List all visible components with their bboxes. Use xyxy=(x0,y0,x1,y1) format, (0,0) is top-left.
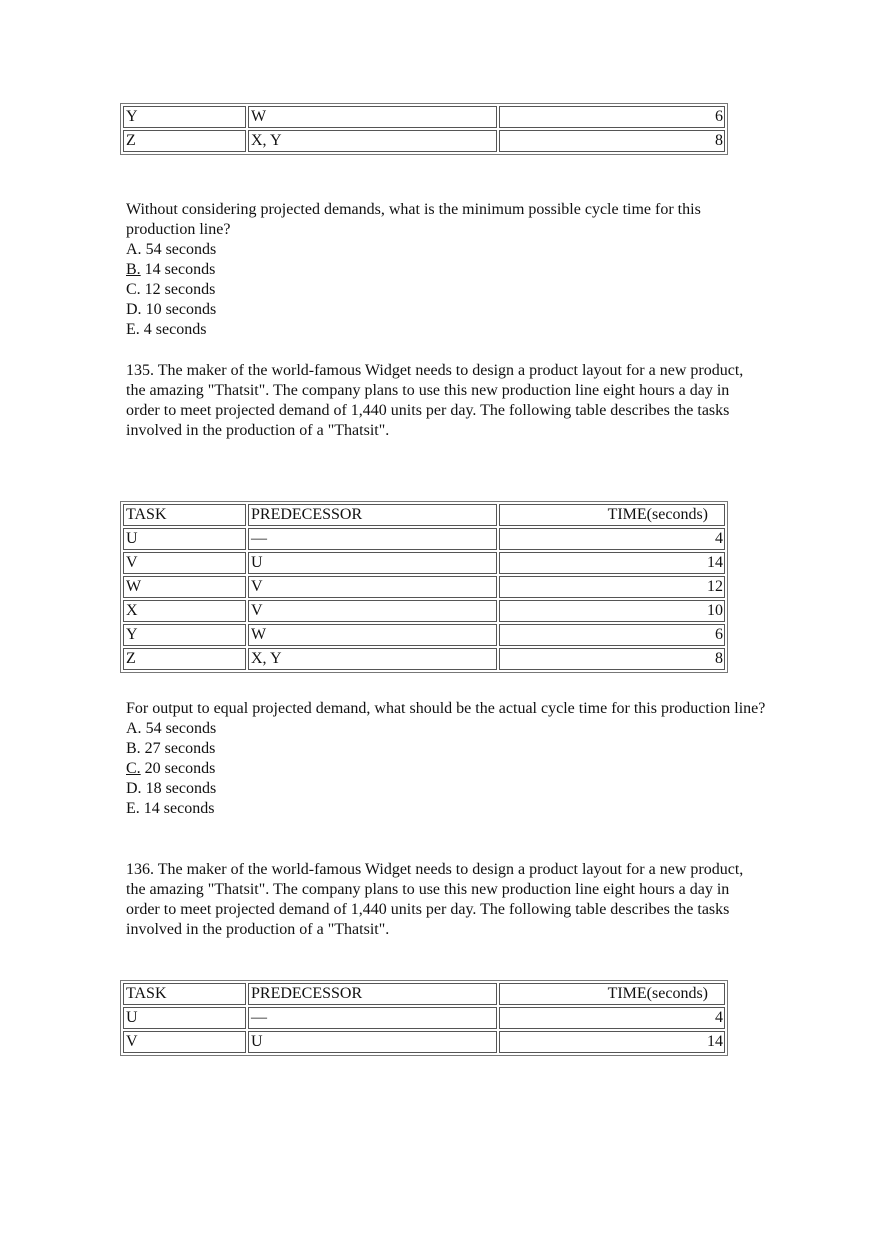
cell-task: V xyxy=(123,1031,246,1053)
option-letter: B. xyxy=(126,740,141,757)
question-text: Without considering projected demands, what is the minimum possible cycle time for this production line? xyxy=(126,201,701,238)
cell-predecessor: W xyxy=(248,106,497,128)
option-text: 14 seconds xyxy=(139,800,215,817)
cell-time: 6 xyxy=(499,624,725,646)
cell-predecessor: U xyxy=(248,552,497,574)
cell-time: 12 xyxy=(499,576,725,598)
answer-option xyxy=(126,320,766,340)
answer-option xyxy=(126,759,786,779)
header-task: TASK xyxy=(123,983,246,1005)
cell-task: Z xyxy=(123,130,246,152)
option-letter: D. xyxy=(126,301,142,318)
cell-task: W xyxy=(123,576,246,598)
intro-text: 135. The maker of the world-famous Widget needs to design a product layout for a new product, the amazing "Thatsit". The company plans to use this new production line eight hours a day in order to meet projected demand of 1,440 units per day. The following table describes the tasks involved in the production of a "Thatsit". xyxy=(126,362,744,439)
task-table-135 xyxy=(120,501,728,673)
answer-option xyxy=(126,779,786,799)
question-135 xyxy=(126,699,786,819)
cell-predecessor: W xyxy=(248,624,497,646)
answer-option xyxy=(126,739,786,759)
task-table-continued xyxy=(120,103,728,155)
task-table-136 xyxy=(120,980,728,1056)
cell-time: 4 xyxy=(499,1007,725,1029)
table-row xyxy=(123,1007,725,1029)
table-row xyxy=(123,600,725,622)
intro-text: 136. The maker of the world-famous Widget needs to design a product layout for a new product, the amazing "Thatsit". The company plans to use this new production line eight hours a day in order to meet projected demand of 1,440 units per day. The following table describes the tasks involved in the production of a "Thatsit". xyxy=(126,861,744,938)
cell-task: V xyxy=(123,552,246,574)
option-text: 20 seconds xyxy=(140,760,216,777)
answer-options xyxy=(126,240,766,340)
table-row xyxy=(123,576,725,598)
table-row xyxy=(123,106,725,128)
table-row xyxy=(123,528,725,550)
answer-option xyxy=(126,260,766,280)
cell-predecessor: — xyxy=(248,528,497,550)
option-letter: C. xyxy=(126,281,141,298)
header-predecessor: PREDECESSOR xyxy=(248,504,497,526)
option-letter: A. xyxy=(126,241,142,258)
question-136-intro xyxy=(126,860,766,940)
cell-time: 8 xyxy=(499,130,725,152)
header-time: TIME(seconds) xyxy=(499,983,725,1005)
option-text: 18 seconds xyxy=(141,780,217,797)
cell-predecessor: V xyxy=(248,576,497,598)
answer-option xyxy=(126,300,766,320)
option-letter: A. xyxy=(126,720,142,737)
cell-task: U xyxy=(123,1007,246,1029)
table-header-row xyxy=(123,504,725,526)
cell-predecessor: X, Y xyxy=(248,648,497,670)
answer-option xyxy=(126,799,786,819)
option-text: 10 seconds xyxy=(141,301,217,318)
cell-time: 4 xyxy=(499,528,725,550)
question-134 xyxy=(126,200,766,340)
option-text: 54 seconds xyxy=(141,241,217,258)
cell-predecessor: X, Y xyxy=(248,130,497,152)
cell-task: X xyxy=(123,600,246,622)
cell-time: 8 xyxy=(499,648,725,670)
table-header-row xyxy=(123,983,725,1005)
answer-option xyxy=(126,240,766,260)
cell-task: U xyxy=(123,528,246,550)
option-letter: D. xyxy=(126,780,142,797)
question-text: For output to equal projected demand, what should be the actual cycle time for this production line? xyxy=(126,700,766,717)
cell-time: 6 xyxy=(499,106,725,128)
table-row xyxy=(123,130,725,152)
cell-time: 14 xyxy=(499,552,725,574)
option-letter: E. xyxy=(126,800,140,817)
option-text: 54 seconds xyxy=(141,720,217,737)
cell-predecessor: U xyxy=(248,1031,497,1053)
header-time: TIME(seconds) xyxy=(499,504,725,526)
cell-time: 14 xyxy=(499,1031,725,1053)
table-row xyxy=(123,552,725,574)
cell-predecessor: V xyxy=(248,600,497,622)
table-row xyxy=(123,1031,725,1053)
table-row xyxy=(123,648,725,670)
question-135-intro xyxy=(126,361,766,441)
answer-options xyxy=(126,719,786,819)
option-text: 4 seconds xyxy=(139,321,207,338)
cell-task: Y xyxy=(123,624,246,646)
header-predecessor: PREDECESSOR xyxy=(248,983,497,1005)
answer-option xyxy=(126,719,786,739)
header-task: TASK xyxy=(123,504,246,526)
option-letter: C. xyxy=(126,760,141,777)
cell-time: 10 xyxy=(499,600,725,622)
option-letter: B. xyxy=(126,261,141,278)
option-letter: E. xyxy=(126,321,140,338)
answer-option xyxy=(126,280,766,300)
option-text: 14 seconds xyxy=(140,261,216,278)
table-row xyxy=(123,624,725,646)
option-text: 12 seconds xyxy=(140,281,216,298)
cell-predecessor: — xyxy=(248,1007,497,1029)
cell-task: Z xyxy=(123,648,246,670)
cell-task: Y xyxy=(123,106,246,128)
option-text: 27 seconds xyxy=(140,740,216,757)
